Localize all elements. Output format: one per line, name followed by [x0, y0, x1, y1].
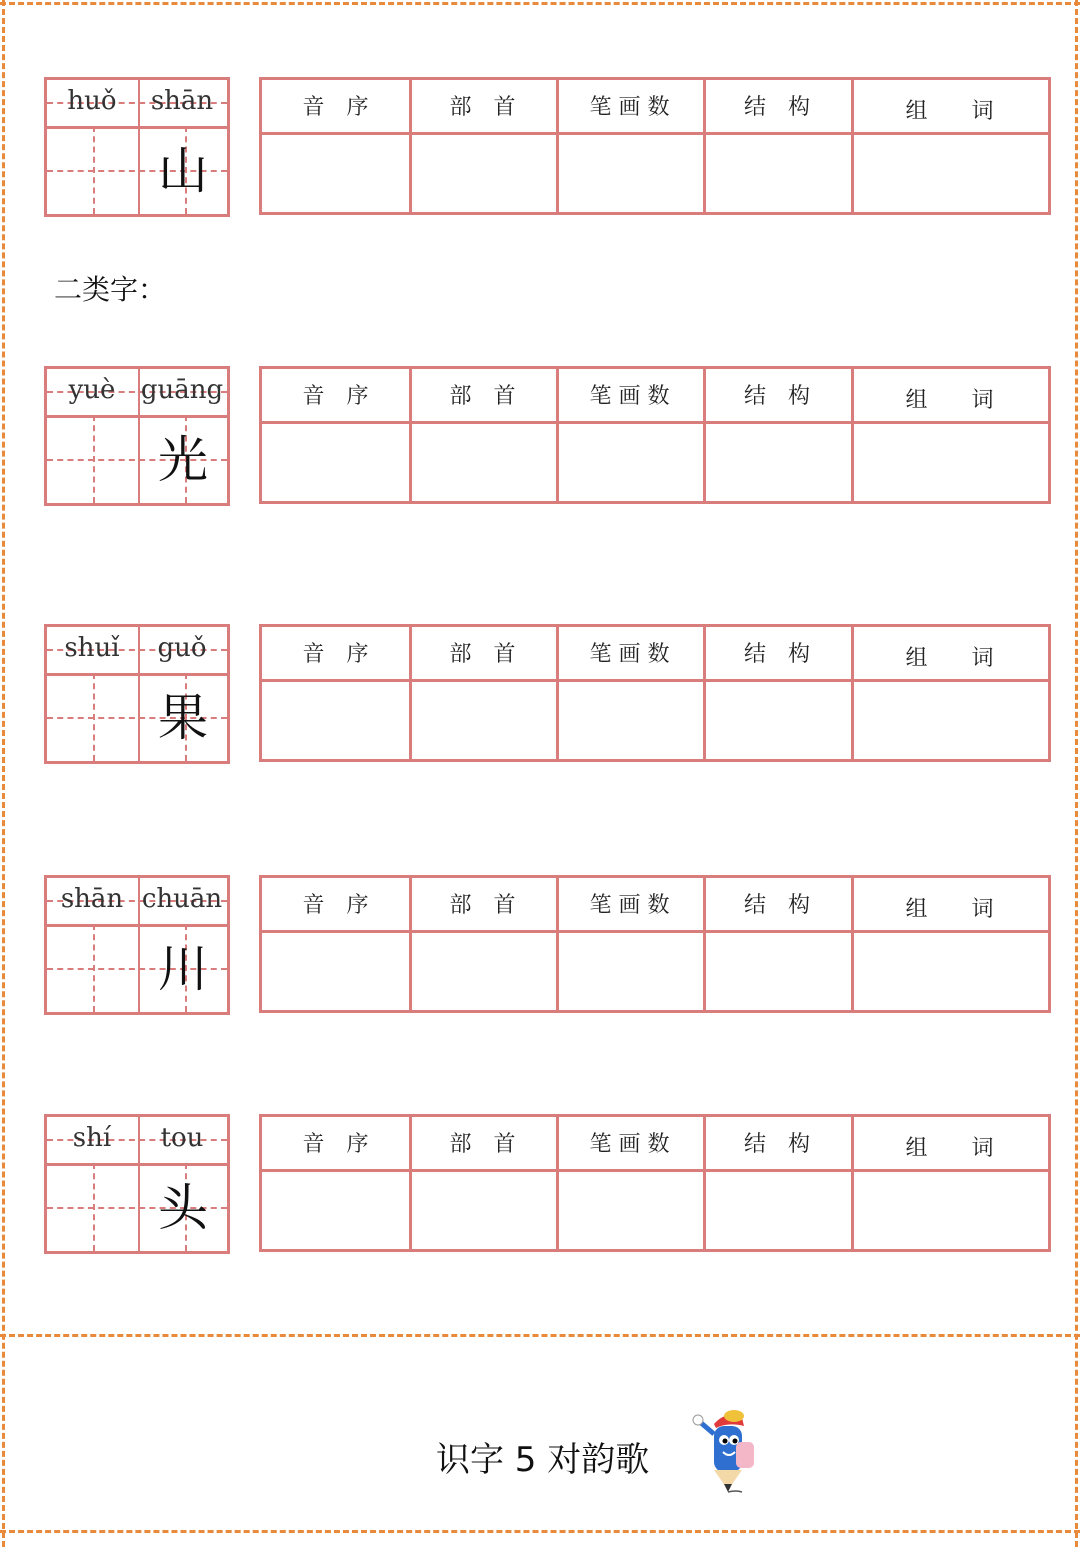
answer-cell[interactable] — [556, 134, 703, 212]
column-header: 结 构 — [743, 642, 810, 667]
answer-cell[interactable] — [851, 423, 1048, 501]
character-info-table — [259, 366, 1051, 504]
tianzige-char-box — [44, 77, 230, 217]
column-header: 笔 画 数 — [589, 642, 670, 667]
answer-cell[interactable] — [556, 1171, 703, 1249]
character-info-table — [259, 624, 1051, 762]
column-header: 组 词 — [905, 897, 994, 922]
column-header: 组 词 — [905, 646, 994, 671]
answer-cell[interactable] — [851, 1171, 1048, 1249]
column-header: 部 首 — [449, 384, 516, 409]
column-header: 音 序 — [302, 1132, 369, 1157]
tianzige-char-box — [44, 1114, 230, 1254]
answer-cell[interactable] — [262, 1171, 409, 1249]
pinyin-left: shí — [72, 1123, 112, 1153]
answer-cell[interactable] — [851, 134, 1048, 212]
pinyin-left: shuǐ — [64, 633, 120, 663]
column-header: 结 构 — [743, 95, 810, 120]
chinese-character: 川 — [158, 940, 208, 998]
column-header: 组 词 — [905, 99, 994, 124]
column-header: 组 词 — [905, 388, 994, 413]
page-frame-top — [0, 2, 1080, 5]
chinese-character: 果 — [158, 689, 208, 747]
answer-cell[interactable] — [409, 681, 556, 759]
answer-cell[interactable] — [409, 932, 556, 1010]
tianzige-char-box — [44, 366, 230, 506]
column-header: 部 首 — [449, 893, 516, 918]
pinyin-right: chuān — [141, 884, 223, 914]
answer-cell[interactable] — [703, 1171, 851, 1249]
column-header: 音 序 — [302, 95, 369, 120]
pinyin-right: guāng — [140, 375, 224, 405]
pinyin-left: shān — [60, 884, 124, 914]
answer-cell[interactable] — [262, 681, 409, 759]
chinese-character: 头 — [158, 1179, 208, 1237]
character-info-table — [259, 875, 1051, 1013]
answer-cell[interactable] — [262, 423, 409, 501]
answer-cell[interactable] — [703, 134, 851, 212]
column-header: 结 构 — [743, 384, 810, 409]
column-header: 笔 画 数 — [589, 95, 670, 120]
column-header: 部 首 — [449, 1132, 516, 1157]
pinyin-left: huǒ — [67, 86, 117, 116]
lesson-title: 识字 5 对韵歌 — [436, 1440, 650, 1480]
pinyin-right: tou — [160, 1123, 204, 1153]
answer-cell[interactable] — [703, 423, 851, 501]
section-label: 二类字： — [54, 273, 167, 306]
answer-cell[interactable] — [556, 932, 703, 1010]
answer-cell[interactable] — [409, 423, 556, 501]
page-frame-bottom — [0, 1530, 1080, 1533]
answer-cell[interactable] — [262, 134, 409, 212]
pinyin-right: shān — [150, 86, 214, 116]
column-header: 笔 画 数 — [589, 1132, 670, 1157]
page-frame-right — [1075, 0, 1078, 1547]
tianzige-char-box — [44, 875, 230, 1015]
pinyin-right: guǒ — [157, 633, 207, 663]
character-info-table — [259, 77, 1051, 215]
answer-cell[interactable] — [851, 681, 1048, 759]
column-header: 音 序 — [302, 642, 369, 667]
answer-cell[interactable] — [556, 681, 703, 759]
answer-cell[interactable] — [851, 932, 1048, 1010]
chinese-character: 山 — [158, 142, 208, 200]
column-header: 音 序 — [302, 893, 369, 918]
page-frame-left — [2, 0, 5, 1547]
answer-cell[interactable] — [703, 681, 851, 759]
chinese-character: 光 — [158, 431, 208, 489]
column-header: 部 首 — [449, 95, 516, 120]
column-header: 结 构 — [743, 893, 810, 918]
pinyin-left: yuè — [68, 375, 116, 405]
column-header: 组 词 — [905, 1136, 994, 1161]
answer-cell[interactable] — [409, 1171, 556, 1249]
answer-cell[interactable] — [556, 423, 703, 501]
answer-cell[interactable] — [703, 932, 851, 1010]
column-header: 部 首 — [449, 642, 516, 667]
pencil-mascot-icon — [684, 1404, 768, 1496]
footer-divider — [0, 1334, 1080, 1337]
column-header: 音 序 — [302, 384, 369, 409]
tianzige-char-box — [44, 624, 230, 764]
answer-cell[interactable] — [409, 134, 556, 212]
column-header: 结 构 — [743, 1132, 810, 1157]
column-header: 笔 画 数 — [589, 384, 670, 409]
character-info-table — [259, 1114, 1051, 1252]
column-header: 笔 画 数 — [589, 893, 670, 918]
answer-cell[interactable] — [262, 932, 409, 1010]
